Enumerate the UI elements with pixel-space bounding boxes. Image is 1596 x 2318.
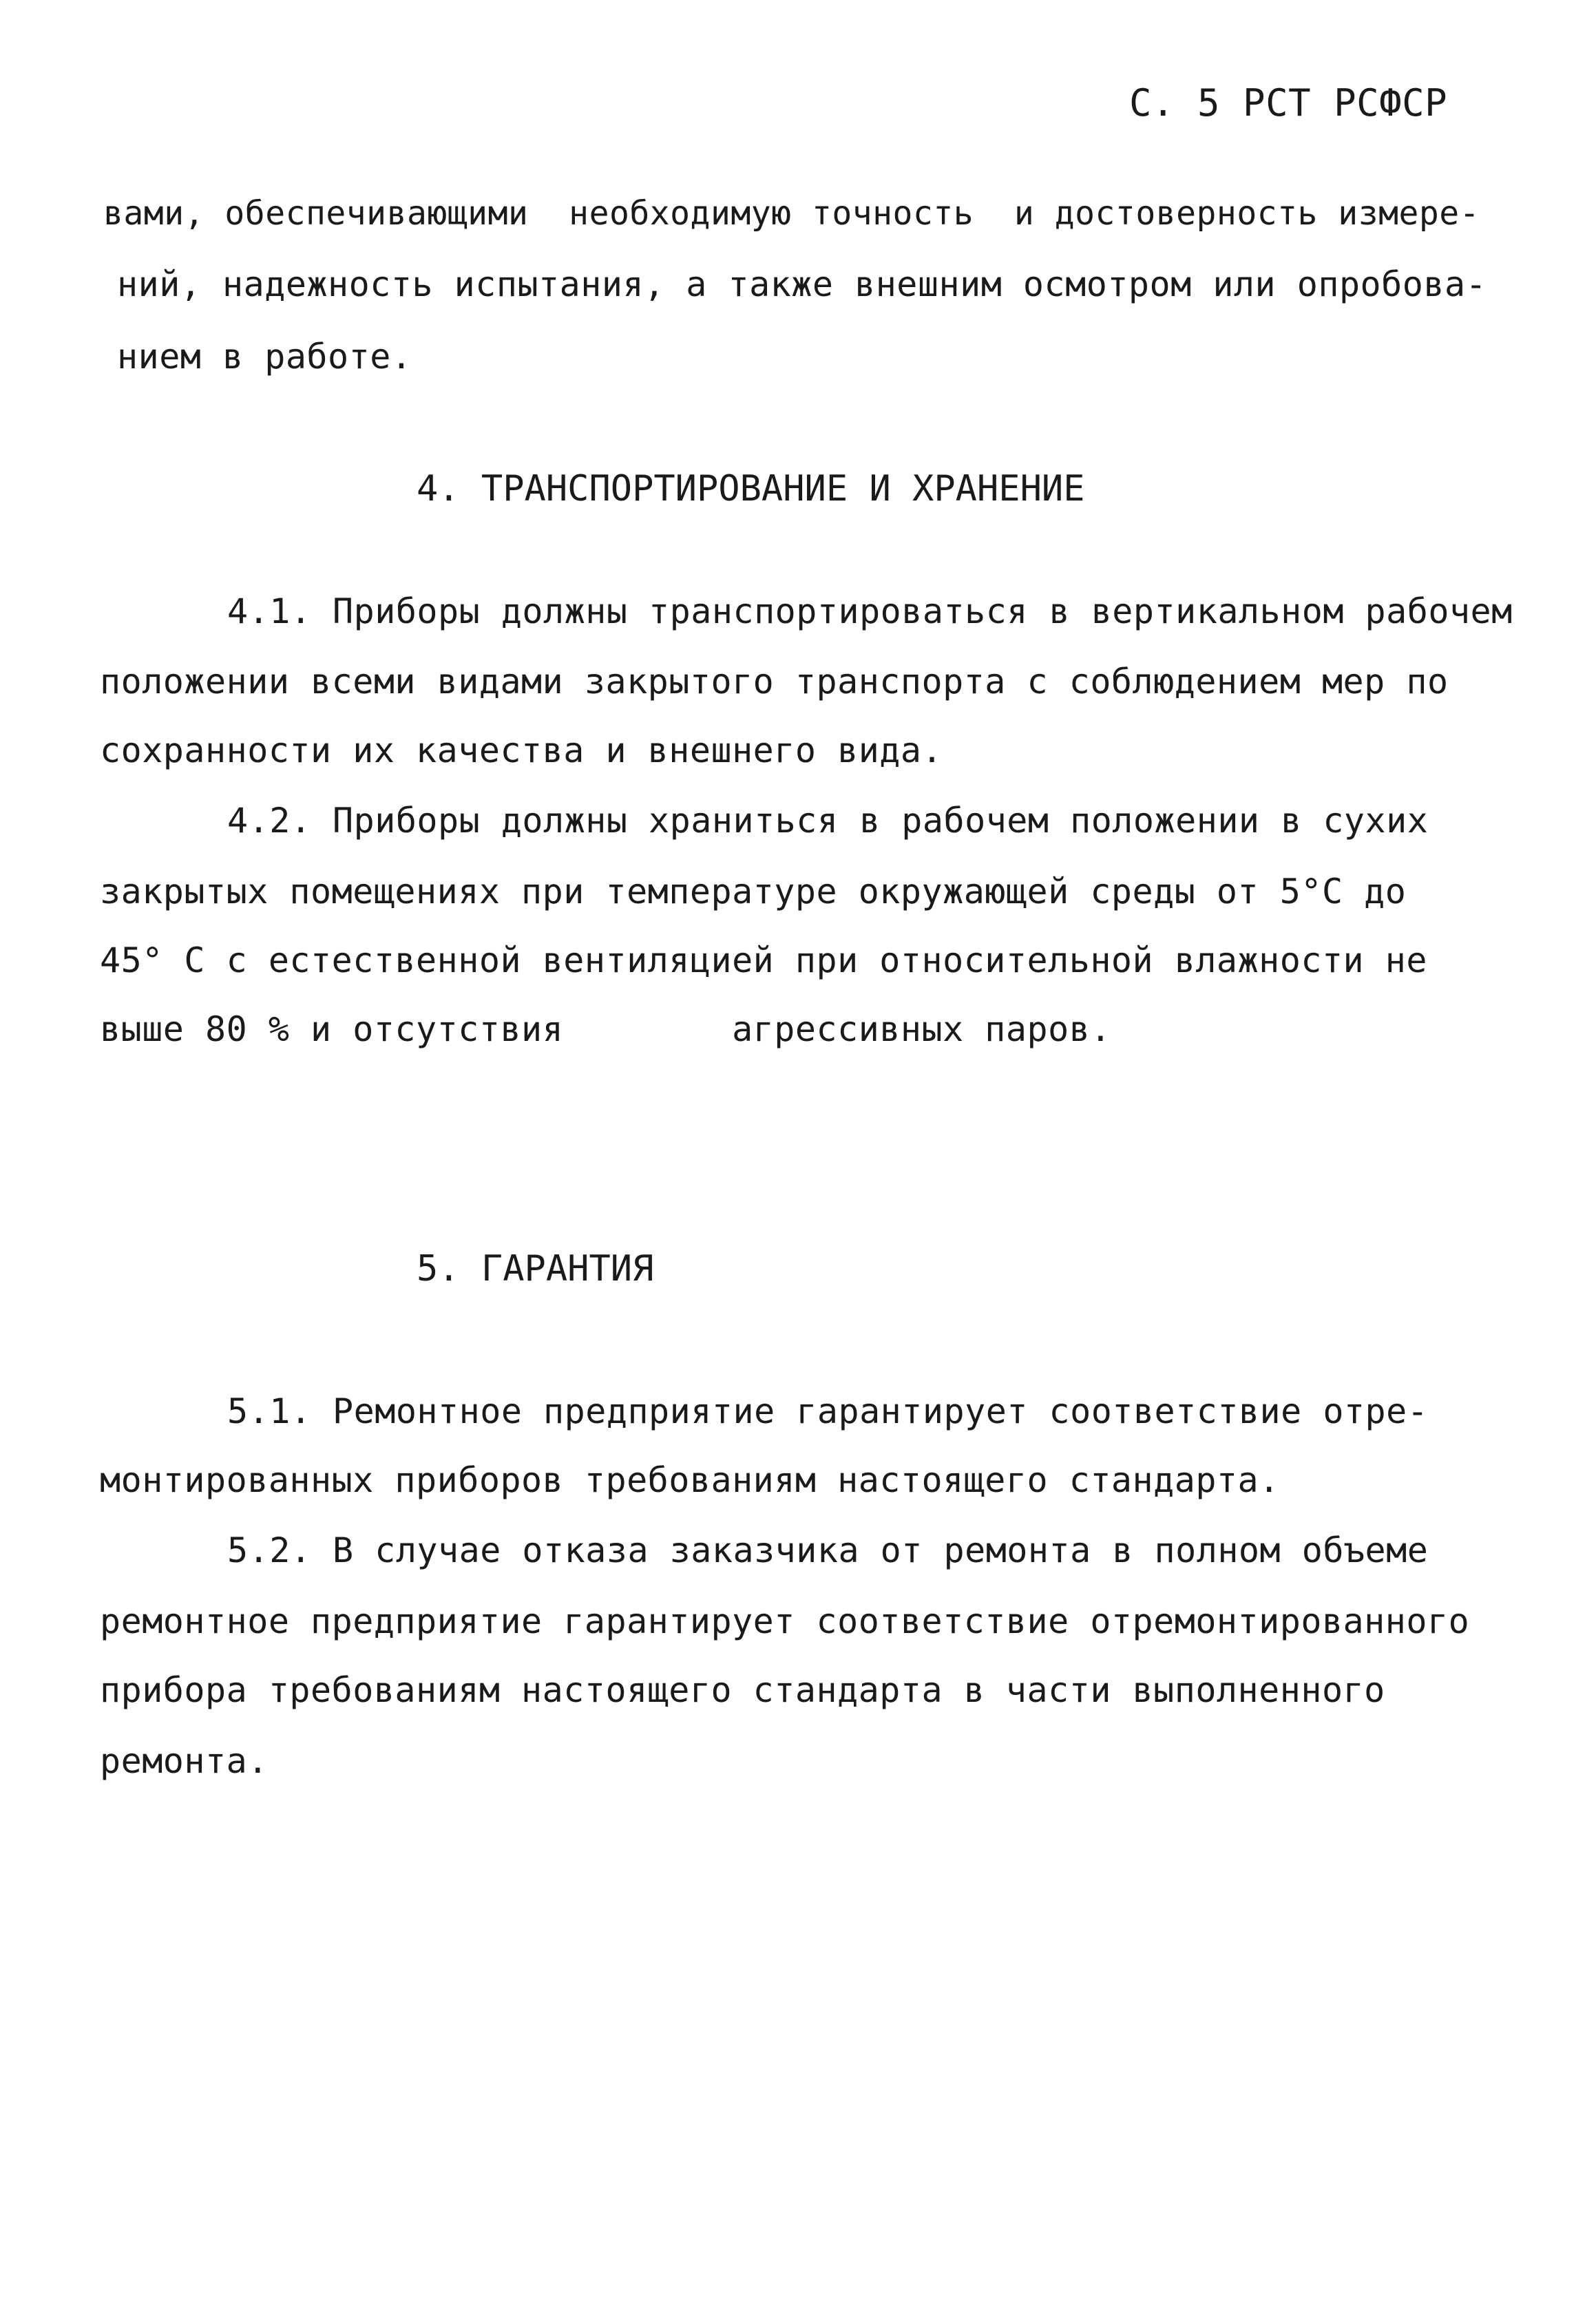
section-5-p1-line-2: монтированных приборов требованиям настоящего стандарта. [100, 1460, 1280, 1500]
section-4-p1-line-2: положении всеми видами закрытого транспорта с соблюдением мер по [100, 662, 1449, 702]
intro-line-3: нием в работе. [117, 337, 412, 377]
page-header: С. 5 РСТ РСФСР [1129, 81, 1448, 125]
section-4-p2-line-4: выше 80 % и отсутствия агрессивных паров. [100, 1009, 1111, 1049]
section-5-p2-line-3: прибора требованиям настоящего стандарта в части выполненного [100, 1670, 1385, 1710]
section-4-p1-line-1: 4.1. Приборы должны транспортироваться в вертикальном рабочем [227, 591, 1513, 631]
section-5-title: 5. ГАРАНТИЯ [417, 1248, 654, 1289]
section-5-p2-line-1: 5.2. В случае отказа заказчика от ремонта в полном объеме [227, 1530, 1429, 1570]
section-5-p2-line-2: ремонтное предприятие гарантирует соответствие отремонтированного [100, 1601, 1470, 1641]
section-4-p1-line-3: сохранности их качества и внешнего вида. [100, 730, 943, 770]
section-4-title: 4. ТРАНСПОРТИРОВАНИЕ И ХРАНЕНИЕ [417, 468, 1085, 509]
intro-line-2: ний, надежность испытания, а также внешним осмотром или опробова- [117, 264, 1487, 304]
section-4-p2-line-2: закрытых помещениях при температуре окружающей среды от 5°С до [100, 872, 1407, 912]
section-5-p1-line-1: 5.1. Ремонтное предприятие гарантирует соответствие отре- [227, 1391, 1429, 1431]
section-4-p2-line-1: 4.2. Приборы должны храниться в рабочем положении в сухих [227, 801, 1429, 841]
section-5-p2-line-4: ремонта. [100, 1741, 269, 1781]
section-4-p2-line-3: 45° С с естественной вентиляцией при относительной влажности не [100, 940, 1427, 980]
intro-line-1: вами, обеспечивающими необходимую точность и достоверность измере- [103, 194, 1480, 233]
